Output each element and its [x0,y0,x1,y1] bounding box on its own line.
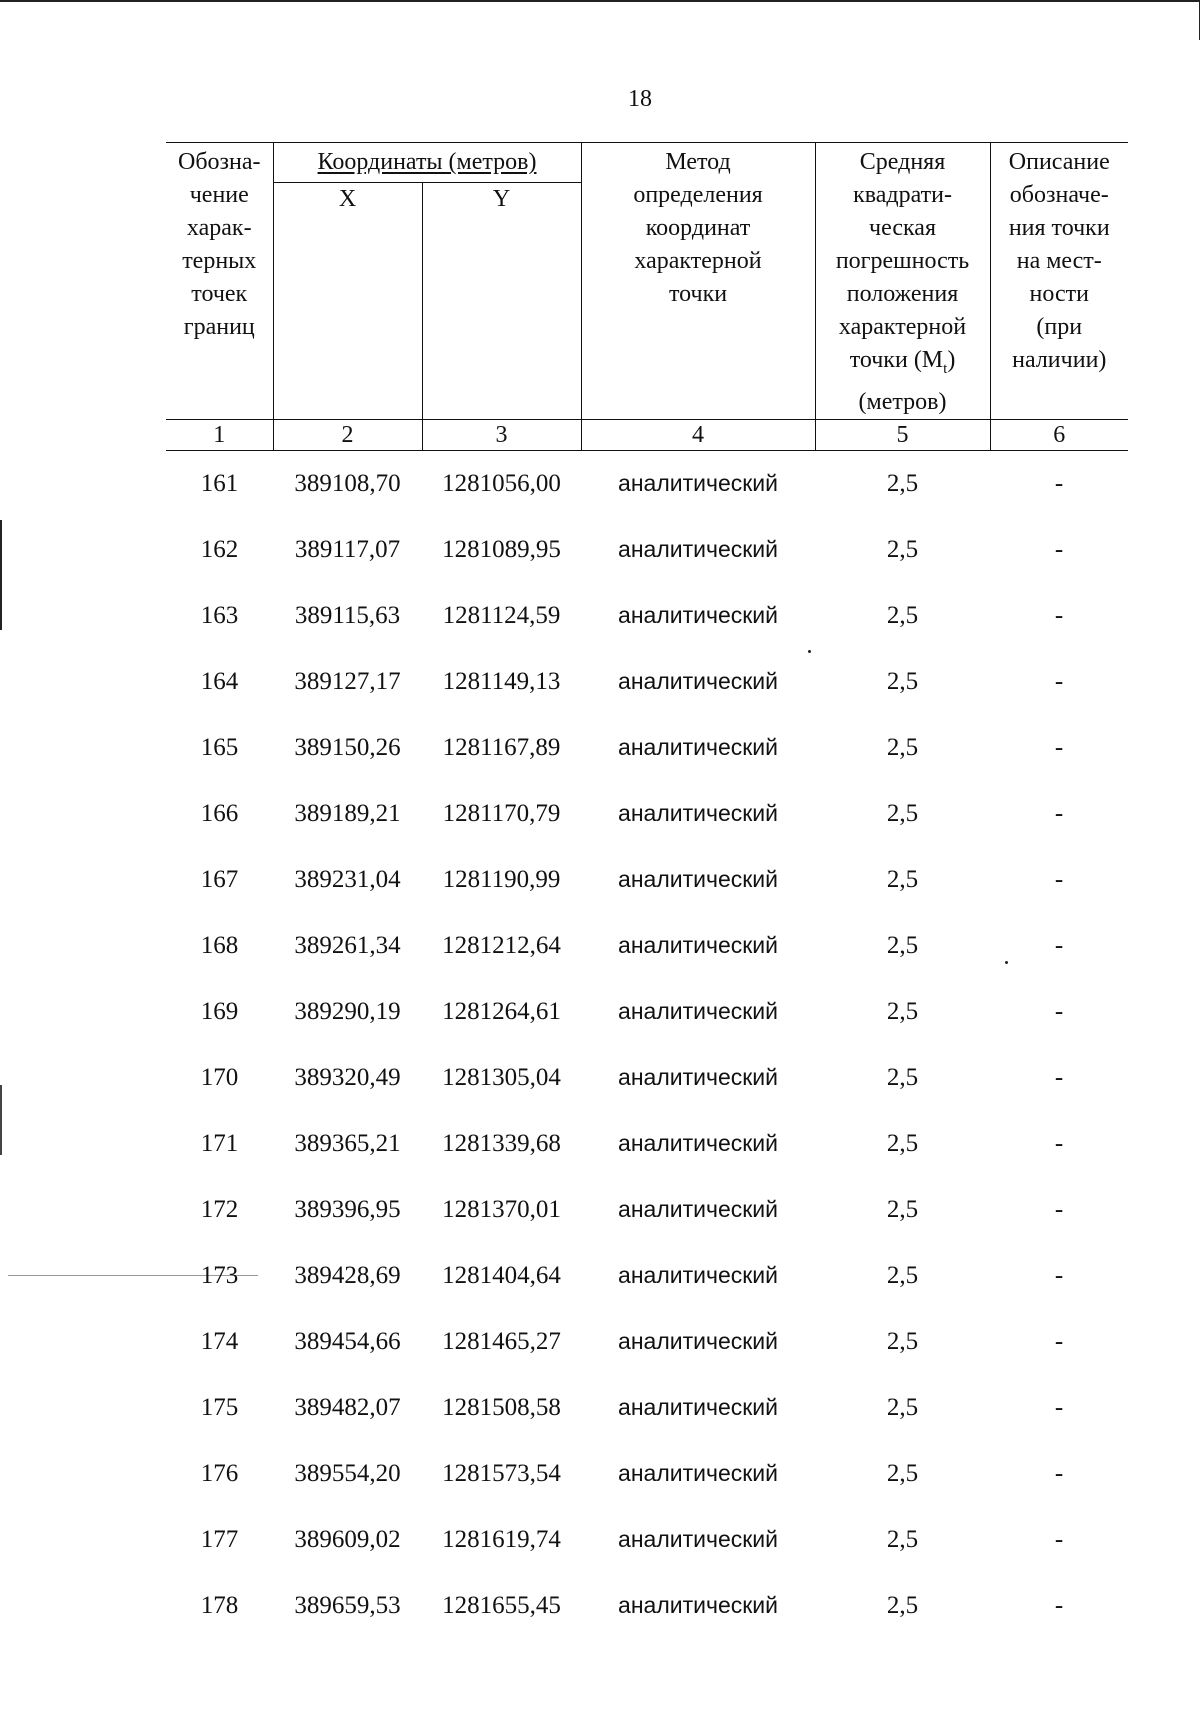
method-cell: аналитический [618,536,778,563]
error-cell: 2,5 [886,931,919,959]
error-cell: 2,5 [886,1327,919,1355]
error-cell: 2,5 [886,997,919,1025]
point-number-cell: 174 [200,1327,239,1355]
table-row [166,913,1128,979]
error-cell: 2,5 [886,667,919,695]
coordinates-table [166,142,1128,1639]
point-number-cell: 166 [200,799,239,827]
coord-x-cell: 389428,69 [294,1261,401,1289]
point-number-cell: 162 [200,535,239,563]
error-cell: 2,5 [886,535,919,563]
table-row [166,1375,1128,1441]
coord-y-cell: 1281573,54 [442,1459,561,1487]
point-number-cell: 169 [200,997,239,1025]
table-row [166,1573,1128,1639]
table-row [166,1309,1128,1375]
method-cell: аналитический [618,1460,778,1487]
error-cell: 2,5 [886,1261,919,1289]
scan-edge-mark [0,1085,2,1155]
point-number-cell: 168 [200,931,239,959]
error-cell: 2,5 [886,799,919,827]
coord-x-cell: 389290,19 [294,997,401,1025]
table-row [166,583,1128,649]
description-cell: - [1054,1591,1064,1619]
coord-x-cell: 389108,70 [294,469,401,497]
coord-x-cell: 389261,34 [294,931,401,959]
header-index-2: 2 [273,419,422,450]
header-description: Описание обозначе- ния точки на мест- ности (при наличии) [990,143,1128,420]
header-coord-x: X [273,182,422,419]
description-cell: - [1054,1393,1064,1421]
header-index-6: 6 [990,419,1128,450]
table-row [166,1243,1128,1309]
method-cell: аналитический [618,1328,778,1355]
coordinates-table-container [166,142,1128,1639]
description-cell: - [1054,865,1064,893]
point-number-cell: 172 [200,1195,239,1223]
description-cell: - [1054,1129,1064,1157]
coord-y-cell: 1281655,45 [442,1591,561,1619]
description-cell: - [1054,1327,1064,1355]
method-cell: аналитический [618,1064,778,1091]
description-cell: - [1054,667,1064,695]
description-cell: - [1054,601,1064,629]
table-row [166,1507,1128,1573]
header-index-4: 4 [581,419,815,450]
coord-x-cell: 389365,21 [294,1129,401,1157]
description-cell: - [1054,799,1064,827]
header-coordinates-group: Координаты (метров) [273,143,581,183]
header-coord-y: Y [422,182,581,419]
coord-y-cell: 1281404,64 [442,1261,561,1289]
point-number-cell: 173 [200,1261,239,1289]
table-row [166,715,1128,781]
method-cell: аналитический [618,866,778,893]
header-index-3: 3 [422,419,581,450]
table-row [166,649,1128,715]
description-cell: - [1054,1195,1064,1223]
coord-x-cell: 389396,95 [294,1195,401,1223]
header-point-designation: Обозна- чение харак- терных точек границ [177,149,261,340]
table-row [166,1111,1128,1177]
coord-y-cell: 1281264,61 [442,997,561,1025]
method-cell: аналитический [618,1196,778,1223]
method-cell: аналитический [618,470,778,497]
error-cell: 2,5 [886,733,919,761]
header-method: Метод определения координат характерной точки [581,143,815,420]
point-number-cell: 176 [200,1459,239,1487]
description-cell: - [1054,997,1064,1025]
table-row [166,1177,1128,1243]
coord-x-cell: 389115,63 [294,601,401,629]
description-cell: - [1054,733,1064,761]
point-number-cell: 167 [200,865,239,893]
coord-y-cell: 1281170,79 [442,799,561,827]
error-cell: 2,5 [886,1591,919,1619]
error-cell: 2,5 [886,1195,919,1223]
table-body [166,450,1128,1639]
table-row [166,979,1128,1045]
header-index-1: 1 [166,419,273,450]
coord-x-cell: 389554,20 [294,1459,401,1487]
description-cell: - [1054,931,1064,959]
method-cell: аналитический [618,1394,778,1421]
table-row [166,1045,1128,1111]
error-cell: 2,5 [886,1459,919,1487]
table-row [166,781,1128,847]
point-number-cell: 161 [200,469,239,497]
coord-y-cell: 1281190,99 [442,865,561,893]
header-mean-square-error: Средняя квадрати- ческая погрешность положения характерной точки $(M_t)$ (метров) [815,143,990,420]
description-cell: - [1054,469,1064,497]
coord-y-cell: 1281212,64 [442,931,561,959]
coord-x-cell: 389117,07 [294,535,401,563]
coord-y-cell: 1281089,95 [442,535,561,563]
method-cell: аналитический [618,734,778,761]
coord-y-cell: 1281056,00 [442,469,561,497]
coord-x-cell: 389320,49 [294,1063,401,1091]
coord-x-cell: 389659,53 [294,1591,401,1619]
method-cell: аналитический [618,1262,778,1289]
page-number: 18 [628,86,652,112]
coord-x-cell: 389454,66 [294,1327,401,1355]
table-row [166,1441,1128,1507]
method-cell: аналитический [618,1130,778,1157]
coord-y-cell: 1281149,13 [442,667,561,695]
table-row [166,517,1128,583]
coord-x-cell: 389609,02 [294,1525,401,1553]
scan-edge-top [0,0,1200,2]
description-cell: - [1054,1459,1064,1487]
table-row [166,847,1128,913]
description-cell: - [1054,535,1064,563]
coord-y-cell: 1281305,04 [442,1063,561,1091]
point-number-cell: 177 [200,1525,239,1553]
error-cell: 2,5 [886,865,919,893]
error-cell: 2,5 [886,1393,919,1421]
point-number-cell: 163 [200,601,239,629]
coord-x-cell: 389482,07 [294,1393,401,1421]
method-cell: аналитический [618,1526,778,1553]
point-number-cell: 170 [200,1063,239,1091]
point-number-cell: 165 [200,733,239,761]
coord-x-cell: 389231,04 [294,865,401,893]
coord-y-cell: 1281167,89 [442,733,561,761]
coord-x-cell: 389150,26 [294,733,401,761]
method-cell: аналитический [618,668,778,695]
description-cell: - [1054,1063,1064,1091]
error-cell: 2,5 [886,601,919,629]
method-cell: аналитический [618,800,778,827]
coord-x-cell: 389189,21 [294,799,401,827]
method-cell: аналитический [618,602,778,629]
description-cell: - [1054,1525,1064,1553]
error-cell: 2,5 [886,1525,919,1553]
table-row [166,450,1128,517]
coord-y-cell: 1281508,58 [442,1393,561,1421]
method-cell: аналитический [618,932,778,959]
error-cell: 2,5 [886,469,919,497]
point-number-cell: 171 [200,1129,239,1157]
point-number-cell: 164 [200,667,239,695]
scan-edge-mark [0,520,2,630]
header-index-5: 5 [815,419,990,450]
error-cell: 2,5 [886,1129,919,1157]
coord-y-cell: 1281124,59 [442,601,561,629]
coord-y-cell: 1281619,74 [442,1525,561,1553]
method-cell: аналитический [618,998,778,1025]
point-number-cell: 175 [200,1393,239,1421]
coord-y-cell: 1281339,68 [442,1129,561,1157]
coord-y-cell: 1281465,27 [442,1327,561,1355]
coord-y-cell: 1281370,01 [442,1195,561,1223]
error-cell: 2,5 [886,1063,919,1091]
coord-x-cell: 389127,17 [294,667,401,695]
description-cell: - [1054,1261,1064,1289]
point-number-cell: 178 [200,1591,239,1619]
method-cell: аналитический [618,1592,778,1619]
